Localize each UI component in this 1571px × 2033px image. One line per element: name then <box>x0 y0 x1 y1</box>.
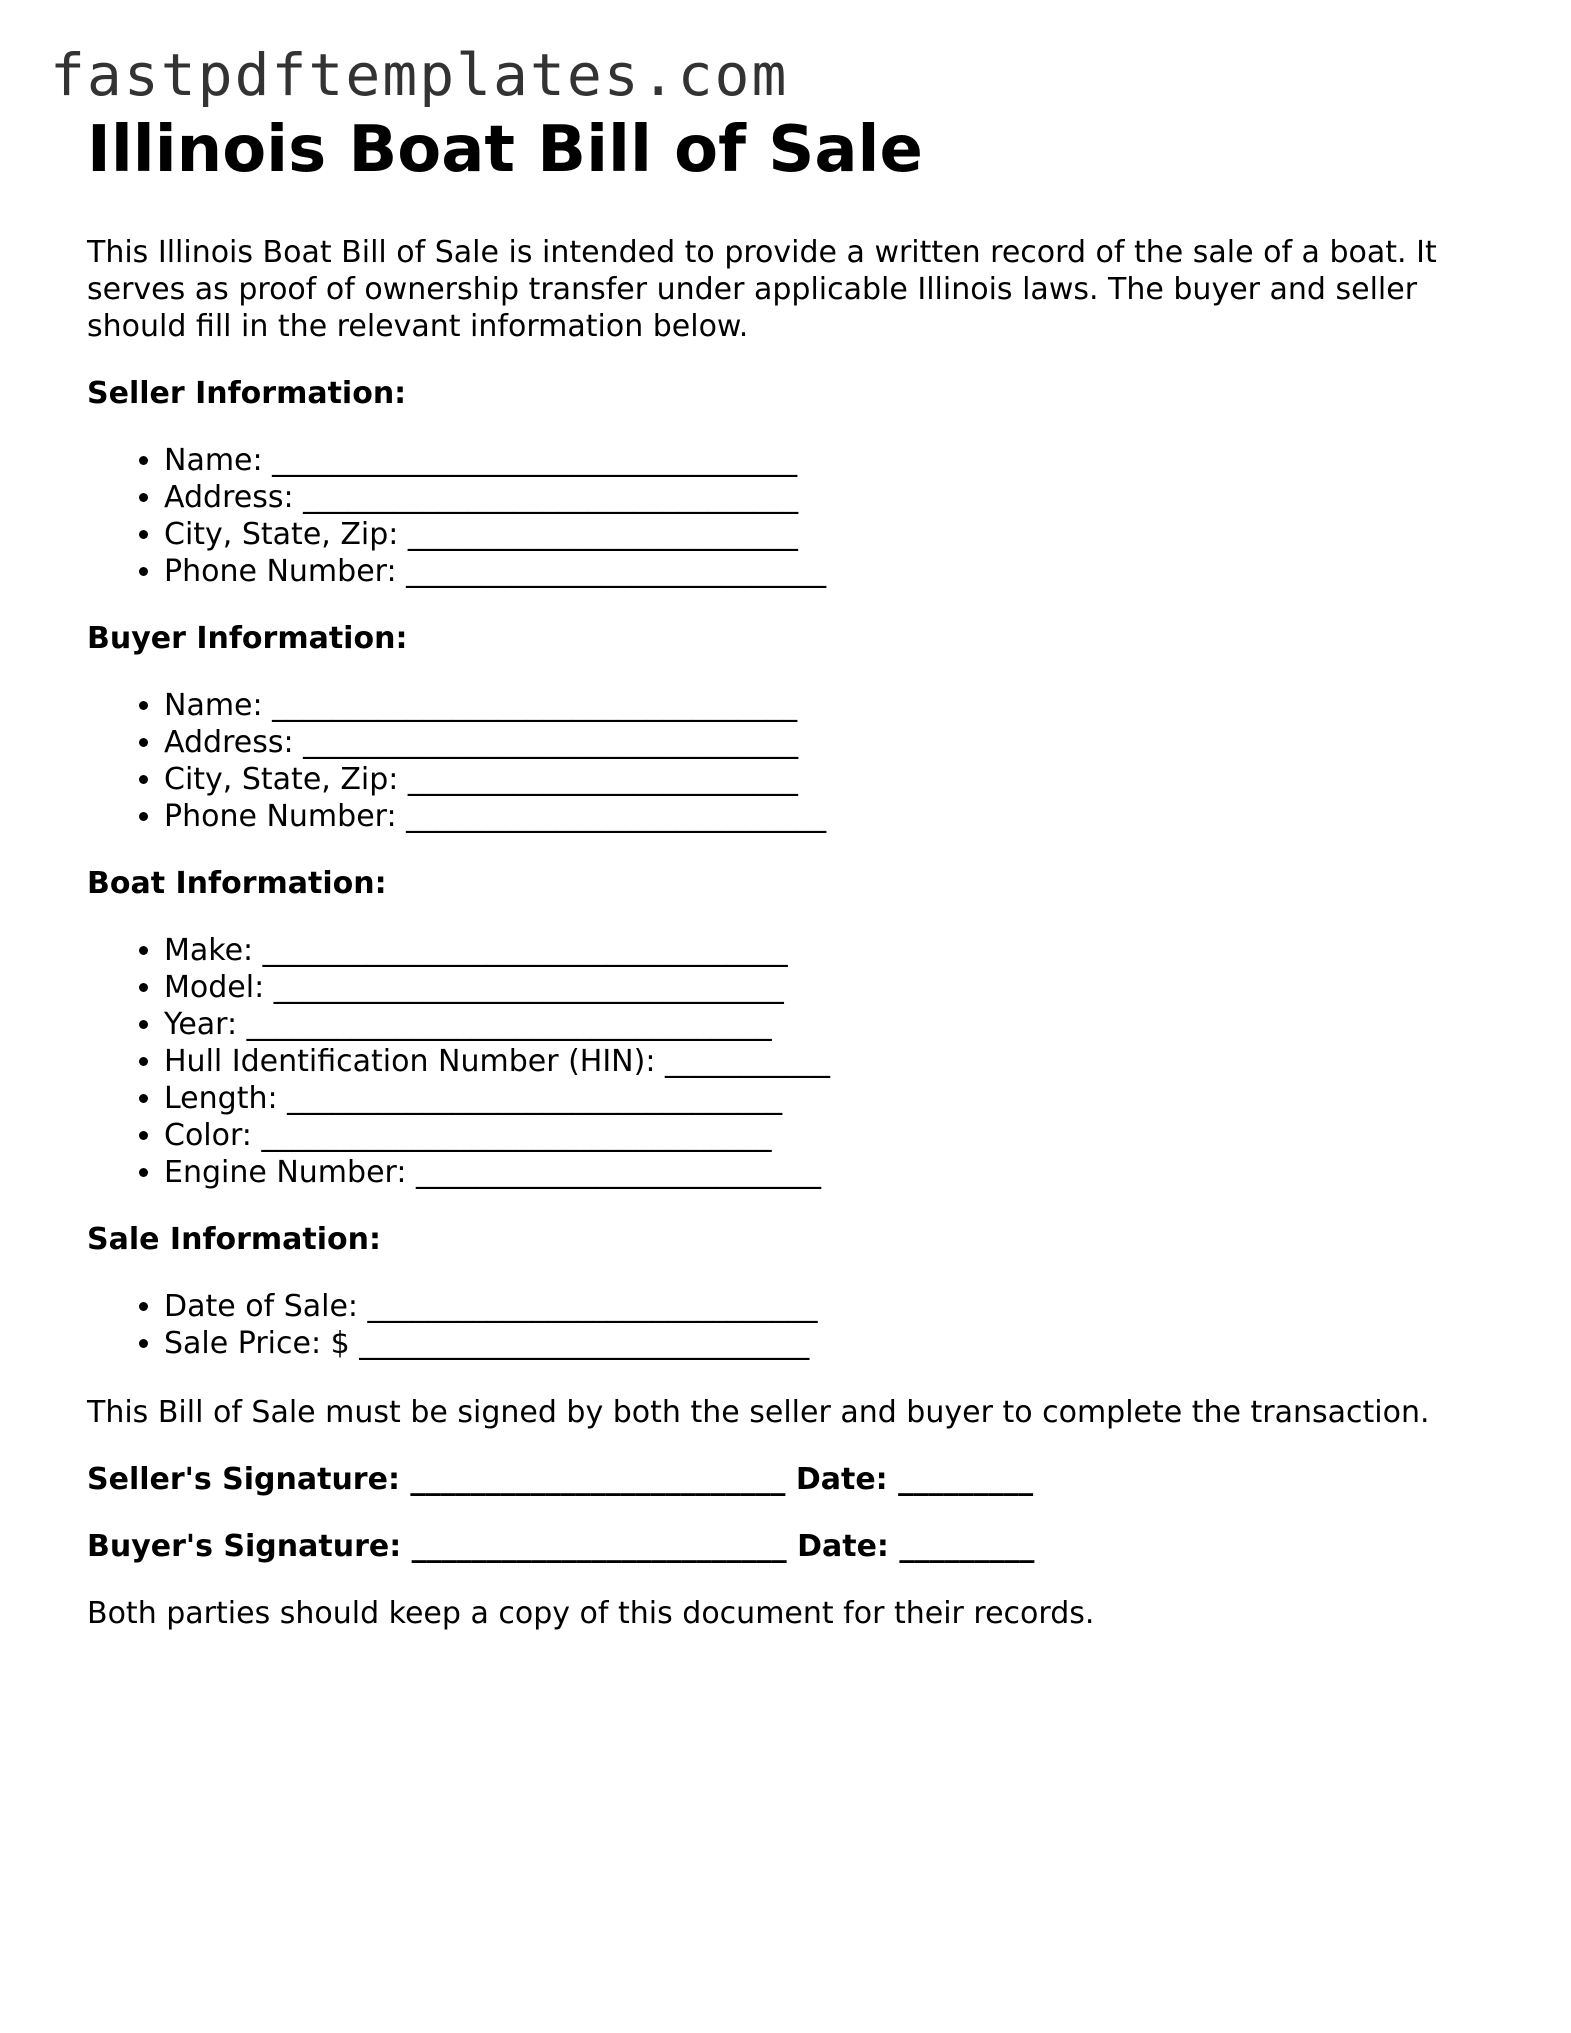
buyer-address-field[interactable]: • Address: _________________________________ <box>164 724 1487 761</box>
buyer-city-state-zip-field[interactable]: • City, State, Zip: __________________________ <box>164 761 1487 798</box>
watermark-text: fastpdftemplates.com <box>50 41 789 109</box>
buyer-phone-field[interactable]: • Phone Number: ____________________________ <box>164 798 1487 835</box>
boat-hin-field[interactable]: • Hull Identification Number (HIN): ___________ <box>164 1043 1487 1080</box>
seller-address-field[interactable]: • Address: _________________________________ <box>164 479 1487 516</box>
sale-date-field[interactable]: • Date of Sale: ______________________________ <box>164 1288 1487 1325</box>
signature-note: This Bill of Sale must be signed by both the seller and buyer to complete the transaction. <box>87 1395 1430 1430</box>
seller-heading: Seller Information: <box>87 376 407 411</box>
document-body <box>87 112 1487 1632</box>
boat-model-field[interactable]: • Model: __________________________________ <box>164 969 1487 1006</box>
sale-price-field[interactable]: • Sale Price: $ ______________________________ <box>164 1325 1487 1362</box>
buyer-list <box>87 687 1487 835</box>
seller-name-field[interactable]: • Name: ___________________________________ <box>164 442 1487 479</box>
boat-color-field[interactable]: • Color: __________________________________ <box>164 1117 1487 1154</box>
seller-list <box>87 442 1487 590</box>
buyer-name-field[interactable]: • Name: ___________________________________ <box>164 687 1487 724</box>
intro-paragraph: This Illinois Boat Bill of Sale is intended to provide a written record of the sale of a boat. It serves as proof of ownership transfer under applicable Illinois laws. The buyer and seller should fill in the relevant information below. <box>87 235 1437 344</box>
seller-signature-line[interactable]: Seller's Signature: _________________________ Date: _________ <box>87 1462 1034 1497</box>
final-note: Both parties should keep a copy of this document for their records. <box>87 1596 1095 1631</box>
boat-year-field[interactable]: • Year: ___________________________________ <box>164 1006 1487 1043</box>
page-title: Illinois Boat Bill of Sale <box>87 113 923 187</box>
boat-length-field[interactable]: • Length: _________________________________ <box>164 1080 1487 1117</box>
seller-city-state-zip-field[interactable]: • City, State, Zip: __________________________ <box>164 516 1487 553</box>
boat-engine-number-field[interactable]: • Engine Number: ___________________________ <box>164 1154 1487 1191</box>
sale-list <box>87 1288 1487 1362</box>
buyer-signature-line[interactable]: Buyer's Signature: _________________________ Date: _________ <box>87 1529 1035 1564</box>
boat-heading: Boat Information: <box>87 866 387 901</box>
boat-make-field[interactable]: • Make: ___________________________________ <box>164 932 1487 969</box>
seller-phone-field[interactable]: • Phone Number: ____________________________ <box>164 553 1487 590</box>
sale-heading: Sale Information: <box>87 1222 381 1257</box>
buyer-heading: Buyer Information: <box>87 621 408 656</box>
boat-list <box>87 932 1487 1191</box>
